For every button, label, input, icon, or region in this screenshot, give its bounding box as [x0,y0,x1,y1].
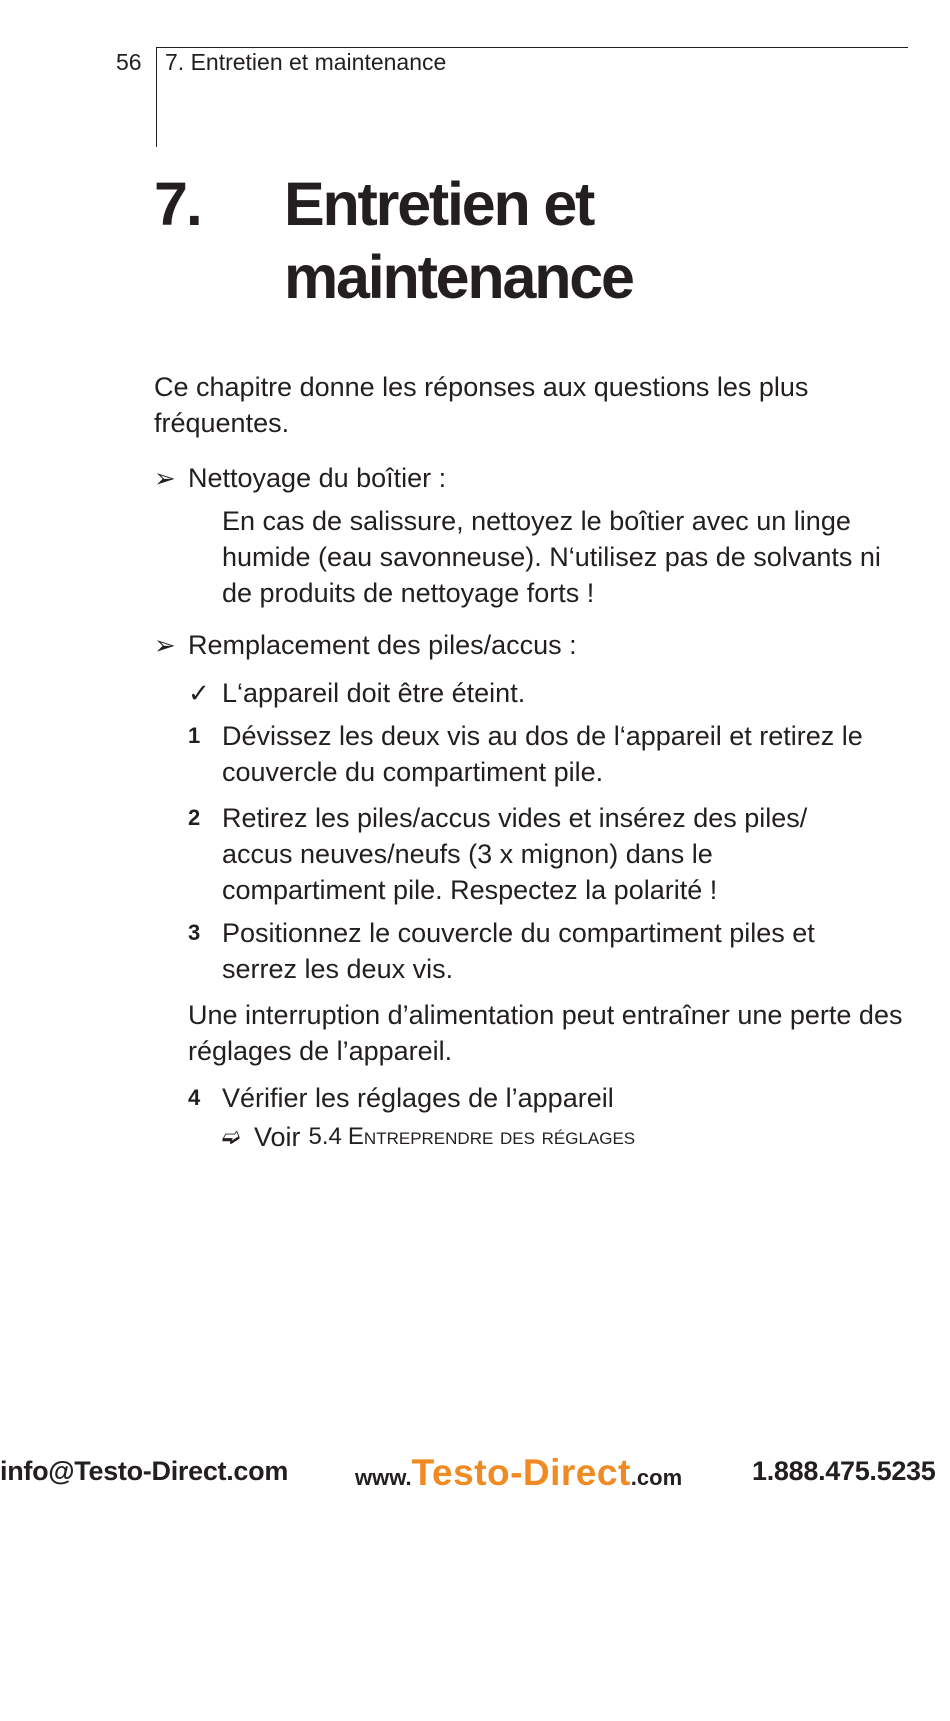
website-suffix: .com [630,1465,683,1490]
cleaning-heading-row [154,460,446,496]
step-4 [188,1080,908,1116]
cleaning-text: En cas de salissure, nettoyez le boîtier avec un linge humide (eau savonneuse). N‘utilisez pas de solvants ni de produits de nettoyage forts ! [222,506,881,608]
website-brand: Testo-Direct [411,1452,631,1493]
power-note: Une interruption d’alimentation peut entraîner une perte des réglages de l’appareil. [188,1000,903,1066]
step-3 [188,915,908,987]
step-text: Vérifier les réglages de l’appareil [222,1083,614,1113]
step-number: 1 [188,723,201,748]
step-text: Retirez les piles/accus vides et insérez des piles/ accus neuves/neufs (3 x mignon) dans le compartiment pile. Respectez la polarité ! [222,803,808,905]
chapter-title: Entretien et maintenance [284,170,633,312]
footer-phone[interactable]: 1.888.475.5235 [752,1456,936,1486]
reference-prefix: Voir [254,1122,301,1152]
page-number: 56 [116,49,142,75]
precondition-text: L‘appareil doit être éteint. [222,678,526,708]
intro-paragraph: Ce chapitre donne les réponses aux questions les plus fréquentes. [154,372,809,438]
checkmark-icon: ✓ [188,678,210,708]
step-1 [188,718,908,790]
header-divider [156,47,157,147]
step-number: 3 [188,920,201,945]
arrow-bullet-icon: ➢ [154,463,176,493]
footer-website[interactable] [355,1452,682,1494]
chapter-number: 7. [154,170,201,238]
battery-heading: Remplacement des piles/accus : [188,630,577,660]
step-number: 4 [188,1085,201,1110]
cleaning-heading: Nettoyage du boîtier : [188,463,447,493]
step-text: Dévissez les deux vis au dos de l‘appareil et retirez le couvercle du compartiment pile. [222,721,863,787]
battery-heading-row [154,627,577,663]
reference-arrow-icon: ➫ [222,1124,241,1149]
arrow-bullet-icon: ➢ [154,630,176,660]
website-prefix: www. [355,1465,412,1490]
running-head: 7. Entretien et maintenance [165,49,447,75]
footer-email[interactable]: info@Testo-Direct.com [0,1456,289,1486]
footer-contact-bar [0,1452,950,1494]
header-rule [157,47,908,48]
step-2 [188,800,908,908]
precondition-row [188,675,525,711]
reference-label: Entreprendre des réglages [347,1123,636,1150]
step-text: Positionnez le couvercle du compartiment piles et serrez les deux vis. [222,918,815,984]
cross-reference[interactable] [222,1119,635,1155]
step-number: 2 [188,805,201,830]
reference-section: 5.4 [308,1123,342,1150]
